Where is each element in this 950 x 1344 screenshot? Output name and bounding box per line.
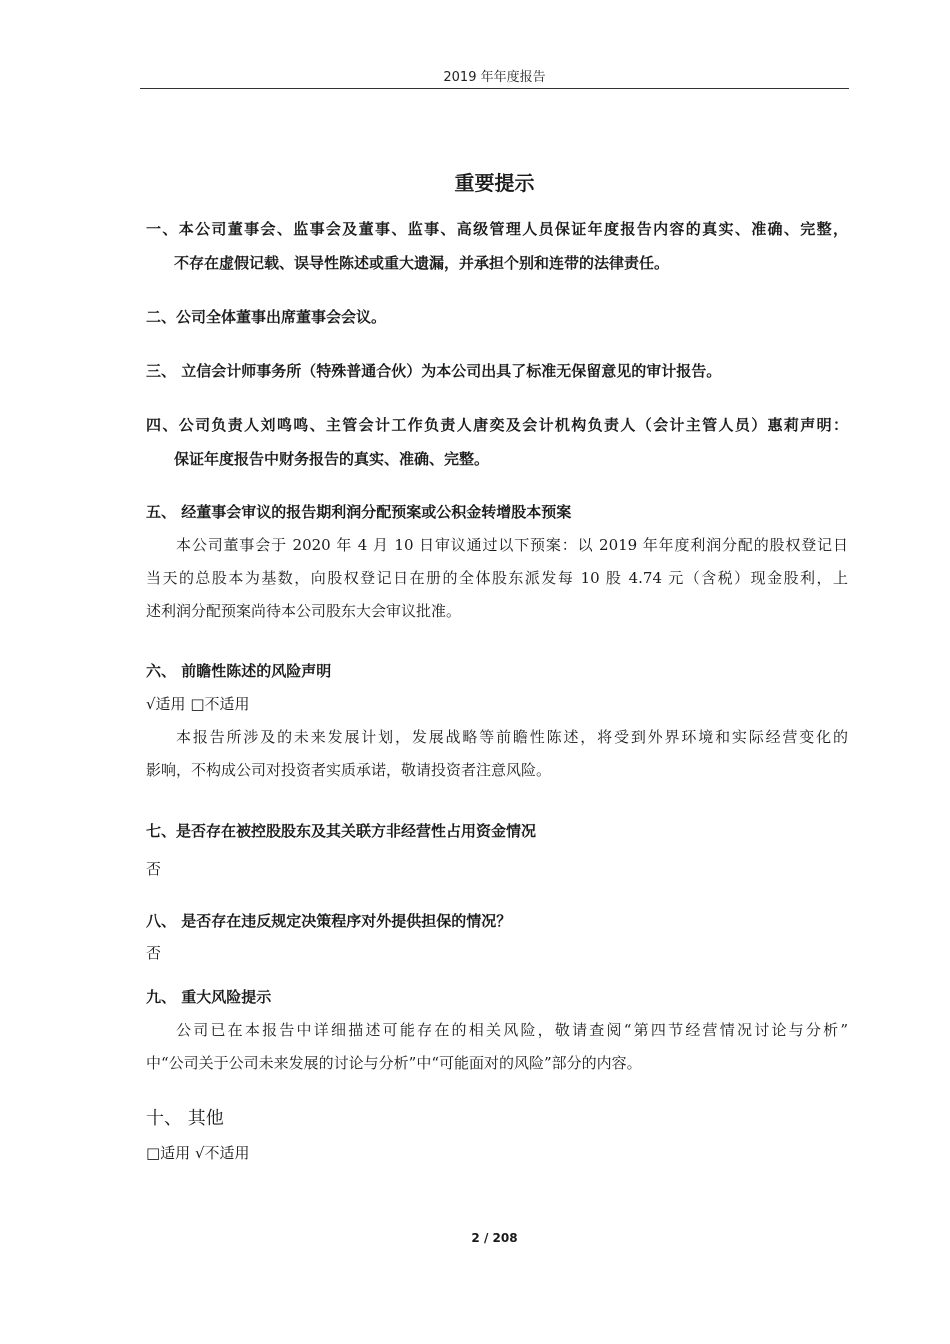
item-9-heading: 九、 重大风险提示 — [146, 988, 272, 1006]
page-title: 重要提示 — [454, 171, 535, 195]
item-6-applicability: √适用 □不适用 — [146, 695, 250, 713]
item-7-answer: 否 — [146, 860, 162, 878]
item-2-text: 二、公司全体董事出席董事会会议。 — [146, 308, 387, 326]
item-10-applicability: □适用 √不适用 — [146, 1144, 250, 1162]
item-6-heading: 六、 前瞻性陈述的风险声明 — [146, 662, 332, 680]
item-10-heading: 十、 其他 — [146, 1108, 224, 1129]
item-1-line-1: 一、本公司董事会、监事会及董事、监事、高级管理人员保证年度报告内容的真实、准确、完整， — [146, 220, 848, 238]
item-8-heading: 八、 是否存在违反规定决策程序对外提供担保的情况？ — [146, 912, 512, 930]
item-5-body-line-2: 当天的总股本为基数，向股权登记日在册的全体股东派发每 10 股 4.74 元（含税）现金股利，上 — [146, 569, 848, 587]
item-6-body-line-1: 本报告所涉及的未来发展计划，发展战略等前瞻性陈述，将受到外界环境和实际经营变化的 — [176, 728, 848, 746]
item-9-body-line-2: 中“公司关于公司未来发展的讨论与分析”中“可能面对的风险”部分的内容。 — [146, 1054, 642, 1072]
item-7-heading: 七、是否存在被控股股东及其关联方非经营性占用资金情况 — [146, 822, 537, 840]
item-6-body-line-2: 影响，不构成公司对投资者实质承诺，敬请投资者注意风险。 — [146, 761, 552, 779]
item-4-line-2: 保证年度报告中财务报告的真实、准确、完整。 — [174, 450, 490, 468]
item-1-line-2: 不存在虚假记载、误导性陈述或重大遗漏，并承担个别和连带的法律责任。 — [174, 254, 670, 272]
item-4-line-1: 四、公司负责人刘鸣鸣、主管会计工作负责人唐奕及会计机构负责人（会计主管人员）惠莉声明： — [146, 416, 848, 434]
page-number: 2 / 208 — [471, 1231, 518, 1245]
item-5-heading: 五、 经董事会审议的报告期利润分配预案或公积金转增股本预案 — [146, 503, 572, 521]
page-header: 2019 年年度报告 — [443, 70, 546, 85]
header-rule — [140, 88, 849, 89]
item-8-answer: 否 — [146, 944, 162, 962]
item-5-body-line-1: 本公司董事会于 2020 年 4 月 10 日审议通过以下预案：以 2019 年年度利润分配的股权登记日 — [176, 536, 848, 554]
item-3-text: 三、 立信会计师事务所（特殊普通合伙）为本公司出具了标准无保留意见的审计报告。 — [146, 362, 722, 380]
item-5-body-line-3: 述利润分配预案尚待本公司股东大会审议批准。 — [146, 602, 462, 620]
item-9-body-line-1: 公司已在本报告中详细描述可能存在的相关风险，敬请查阅“第四节经营情况讨论与分析” — [176, 1021, 848, 1039]
